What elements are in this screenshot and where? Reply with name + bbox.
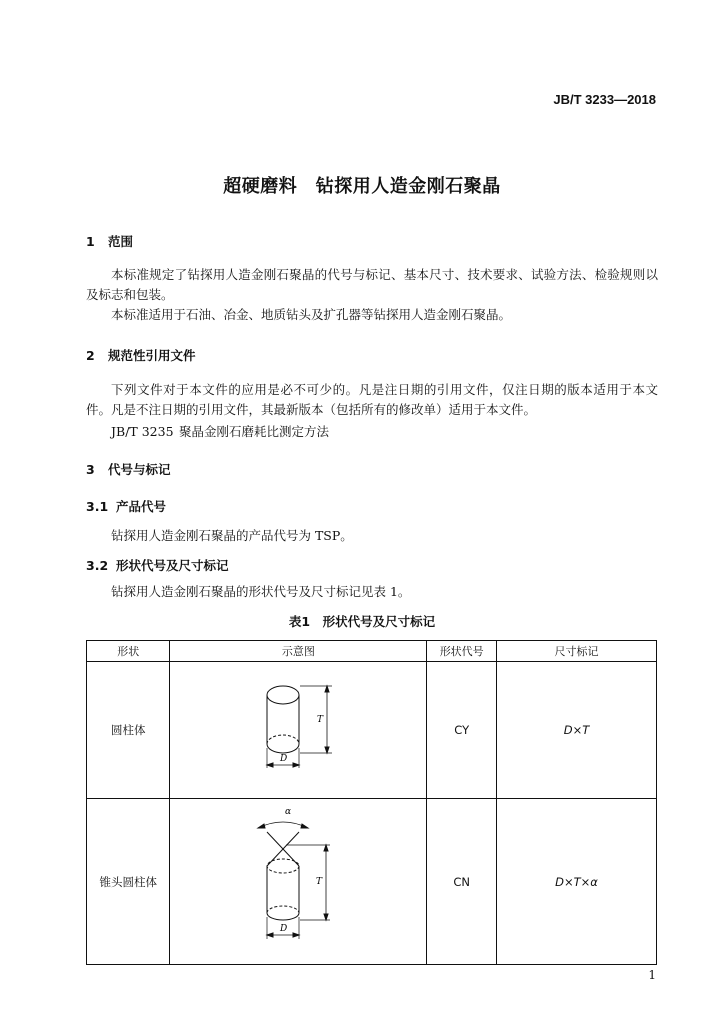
table-row — [87, 799, 657, 965]
standard-code: JB/T 3233—2018 — [553, 92, 656, 107]
section-2-paragraph: 下列文件对于本文件的应用是必不可少的。凡是注日期的引用文件，仅注日期的版本适用于本文件。凡是不注日期的引用文件，其最新版本（包括所有的修改单）适用于本文件。 — [86, 382, 658, 417]
section-title: 产品代号 — [116, 499, 167, 514]
table-header-cell: 示意图 — [170, 641, 427, 662]
section-number: 3.2 — [86, 558, 109, 573]
table-row — [87, 662, 657, 799]
table-header-row — [87, 641, 657, 662]
section-2-heading — [86, 346, 196, 364]
dimension-label-alpha: α — [285, 807, 292, 817]
section-number: 1 — [86, 234, 95, 249]
table-header-cell: 形状代号 — [427, 641, 497, 662]
cone-cylinder-diagram — [170, 799, 426, 961]
size-marking-cell: D×T — [496, 662, 656, 799]
diagram-cell — [170, 662, 427, 799]
section-title: 范围 — [108, 234, 134, 249]
section-number: 3 — [86, 462, 95, 477]
table-header-cell: 尺寸标记 — [496, 641, 656, 662]
shape-name-cell: 圆柱体 — [87, 662, 170, 799]
document-title: 超硬磨料 钻探用人造金刚石聚晶 — [223, 176, 501, 197]
shape-code-cell: CN — [427, 799, 497, 965]
dimension-label-t: T — [317, 715, 324, 725]
reference-code: JB/T 3235 — [111, 424, 174, 439]
section-3-2-paragraph: 钻探用人造金刚石聚晶的形状代号及尺寸标记见表 1。 — [111, 584, 411, 599]
shape-name-cell: 锥头圆柱体 — [87, 799, 170, 965]
section-number: 3.1 — [86, 499, 109, 514]
section-title: 代号与标记 — [108, 462, 171, 477]
dimension-label-d: D — [280, 924, 288, 934]
page-number: 1 — [648, 968, 656, 982]
cylinder-diagram — [170, 662, 426, 795]
section-3-1-paragraph: 钻探用人造金刚石聚晶的产品代号为 TSP。 — [111, 528, 353, 543]
normative-reference — [111, 422, 329, 440]
shape-code-cell: CY — [427, 662, 497, 799]
size-marking-cell: D×T×α — [496, 799, 656, 965]
diagram-cell — [170, 799, 427, 965]
section-3-1-heading — [86, 497, 166, 515]
section-1-heading — [86, 232, 133, 250]
dimension-label-d: D — [280, 754, 288, 764]
table-caption: 表1 形状代号及尺寸标记 — [288, 614, 436, 629]
dimension-label-t: T — [316, 877, 323, 887]
reference-title: 聚晶金刚石磨耗比测定方法 — [179, 424, 330, 439]
section-title: 规范性引用文件 — [108, 348, 196, 363]
section-3-heading — [86, 460, 171, 478]
section-number: 2 — [86, 348, 95, 363]
shape-code-table — [86, 640, 657, 965]
section-1-paragraph-2: 本标准适用于石油、冶金、地质钻头及扩孔器等钻探用人造金刚石聚晶。 — [111, 307, 512, 322]
section-title: 形状代号及尺寸标记 — [116, 558, 229, 573]
section-1-paragraph-1: 本标准规定了钻探用人造金刚石聚晶的代号与标记、基本尺寸、技术要求、试验方法、检验规则以及标志和包装。 — [86, 267, 658, 302]
table-header-cell: 形状 — [87, 641, 170, 662]
section-3-2-heading — [86, 556, 229, 574]
